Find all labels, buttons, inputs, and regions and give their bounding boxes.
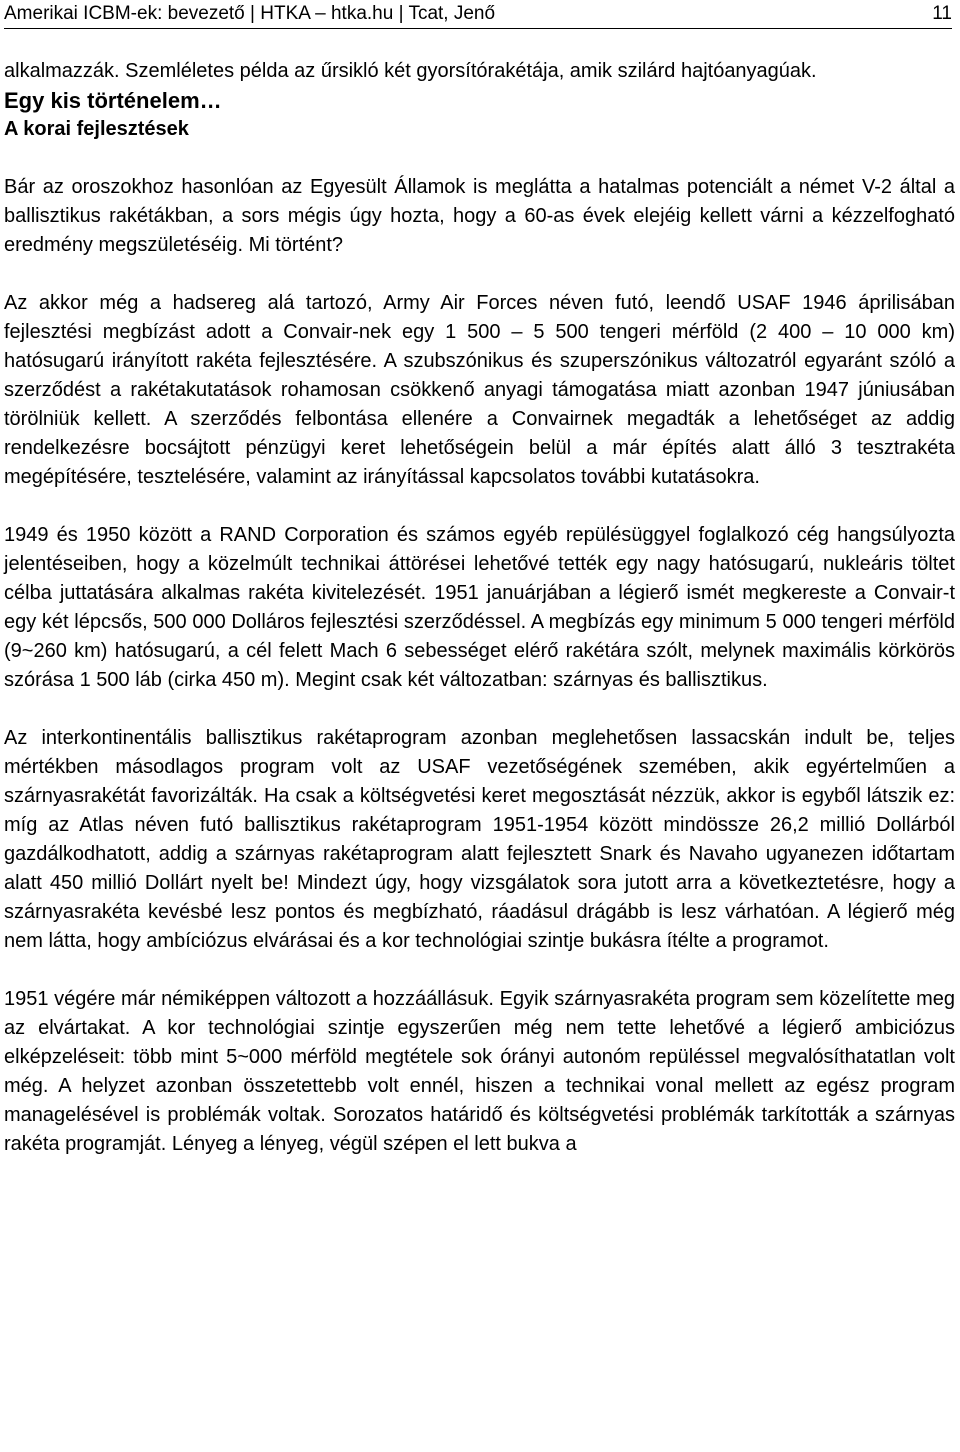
- section-heading: Egy kis történelem…: [4, 88, 222, 113]
- paragraph-5: 1951 végére már némiképpen változott a hozzáállásuk. Egyik szárnyasrakéta program sem közelítette meg az elvártakat. A kor technológiai szintje egyszerűen még nem tette lehetővé a légierő ambiciózus elképzeléseit: több mint 5~000 mérföld megtétele sok órányi autonóm repüléssel megvalósíthatatlan volt még. A helyzet azonban összetettebb volt ennél, hiszen a technikai vonal mellett az egész program managelésével is problémák voltak. Sorozatos határidő és költségvetési problémák tarkították a szárnyas rakéta programját. Lényeg a lényeg, végül szépen el lett bukva a: [4, 988, 955, 1155]
- header-title: Amerikai ICBM-ek: bevezető | HTKA – htka.hu | Tcat, Jenő: [4, 3, 496, 24]
- paragraph-1: Bár az oroszokhoz hasonlóan az Egyesült Államok is meglátta a hatalmas potenciált a német V-2 által a ballisztikus rakétákban, a sors mégis úgy hozta, hogy a 60-as évek elejéig kellett várni a kézzelfogható eredmény megszületéséig. Mi történt?: [4, 176, 955, 256]
- intro-paragraph: alkalmazzák. Szemléletes példa az űrsikló két gyorsítórakétája, amik szilárd hajtóanyagúak.: [4, 60, 817, 82]
- document-body: [4, 57, 955, 1159]
- subsection-heading: A korai fejlesztések: [4, 118, 189, 140]
- paragraph-3: 1949 és 1950 között a RAND Corporation és számos egyéb repülésüggyel foglalkozó cég hangsúlyozta jelentéseiben, hogy a közelmúlt technikai áttörései lehetővé tették egy nagy hatósugarú, nukleáris töltet célba juttatására alkalmas rakéta kivitelezését. 1951 januárjában a légierő ismét megkereste a Convair-t egy két lépcsős, 500 000 Dolláros fejlesztési szerződéssel. A megbízás egy minimum 5 000 tengeri mérföld (9~260 km) hatósugarú, a cél felett Mach 6 sebességet elérő rakétára szólt, melynek maximális körkörös szórása 1 500 láb (cirka 450 m). Megint csak két változatban: szárnyas és ballisztikus.: [4, 524, 955, 691]
- paragraph-4: Az interkontinentális ballisztikus rakétaprogram azonban meglehetősen lassacskán indult be, teljes mértékben másodlagos program volt az USAF vezetőségének szemében, akik egyértelműen a szárnyasrakétát favorizálták. Ha csak a költségvetési keret megosztását nézzük, akkor is egyből látszik ez: míg az Atlas néven futó ballisztikus rakétaprogram 1951-1954 között mindössze 26,2 millió Dollárból gazdálkodhatott, addig a szárnyas rakétaprogram alatt fejlesztett Snark és Navaho ugyanezen időtartam alatt 450 millió Dollárt nyelt be! Mindezt úgy, hogy vizsgálatok sora jutott arra a következtetésre, hogy a szárnyasrakéta kevésbé lesz pontos és megbízható, ráadásul drágább is lesz várhatóan. A légierő még nem látta, hogy ambíciózus elvárásai és a kor technológiai szintje bukásra ítélte a programot.: [4, 727, 955, 952]
- page-number: 11: [932, 3, 952, 24]
- page-header: [4, 0, 952, 29]
- paragraph-2: Az akkor még a hadsereg alá tartozó, Army Air Forces néven futó, leendő USAF 1946 áprilisában fejlesztési megbízást adott a Convair-nek egy 1 500 – 5 500 tengeri mérföld (2 400 – 10 000 km) hatósugarú irányított rakéta fejlesztésére. A szubszónikus és szuperszónikus változatról egyaránt szóló a szerződést a rakétakutatások rohamosan csökkenő anyagi támogatása miatt azonban 1947 júniusában törölniük kellett. A szerződés felbontása ellenére a Convairnek megadták a lehetőséget az addig rendelkezésre bocsájtott pénzügyi keret lehetőségein belül a már építés alatt álló 3 tesztrakéta megépítésére, tesztelésére, valamint az irányítással kapcsolatos további kutatásokra.: [4, 292, 955, 488]
